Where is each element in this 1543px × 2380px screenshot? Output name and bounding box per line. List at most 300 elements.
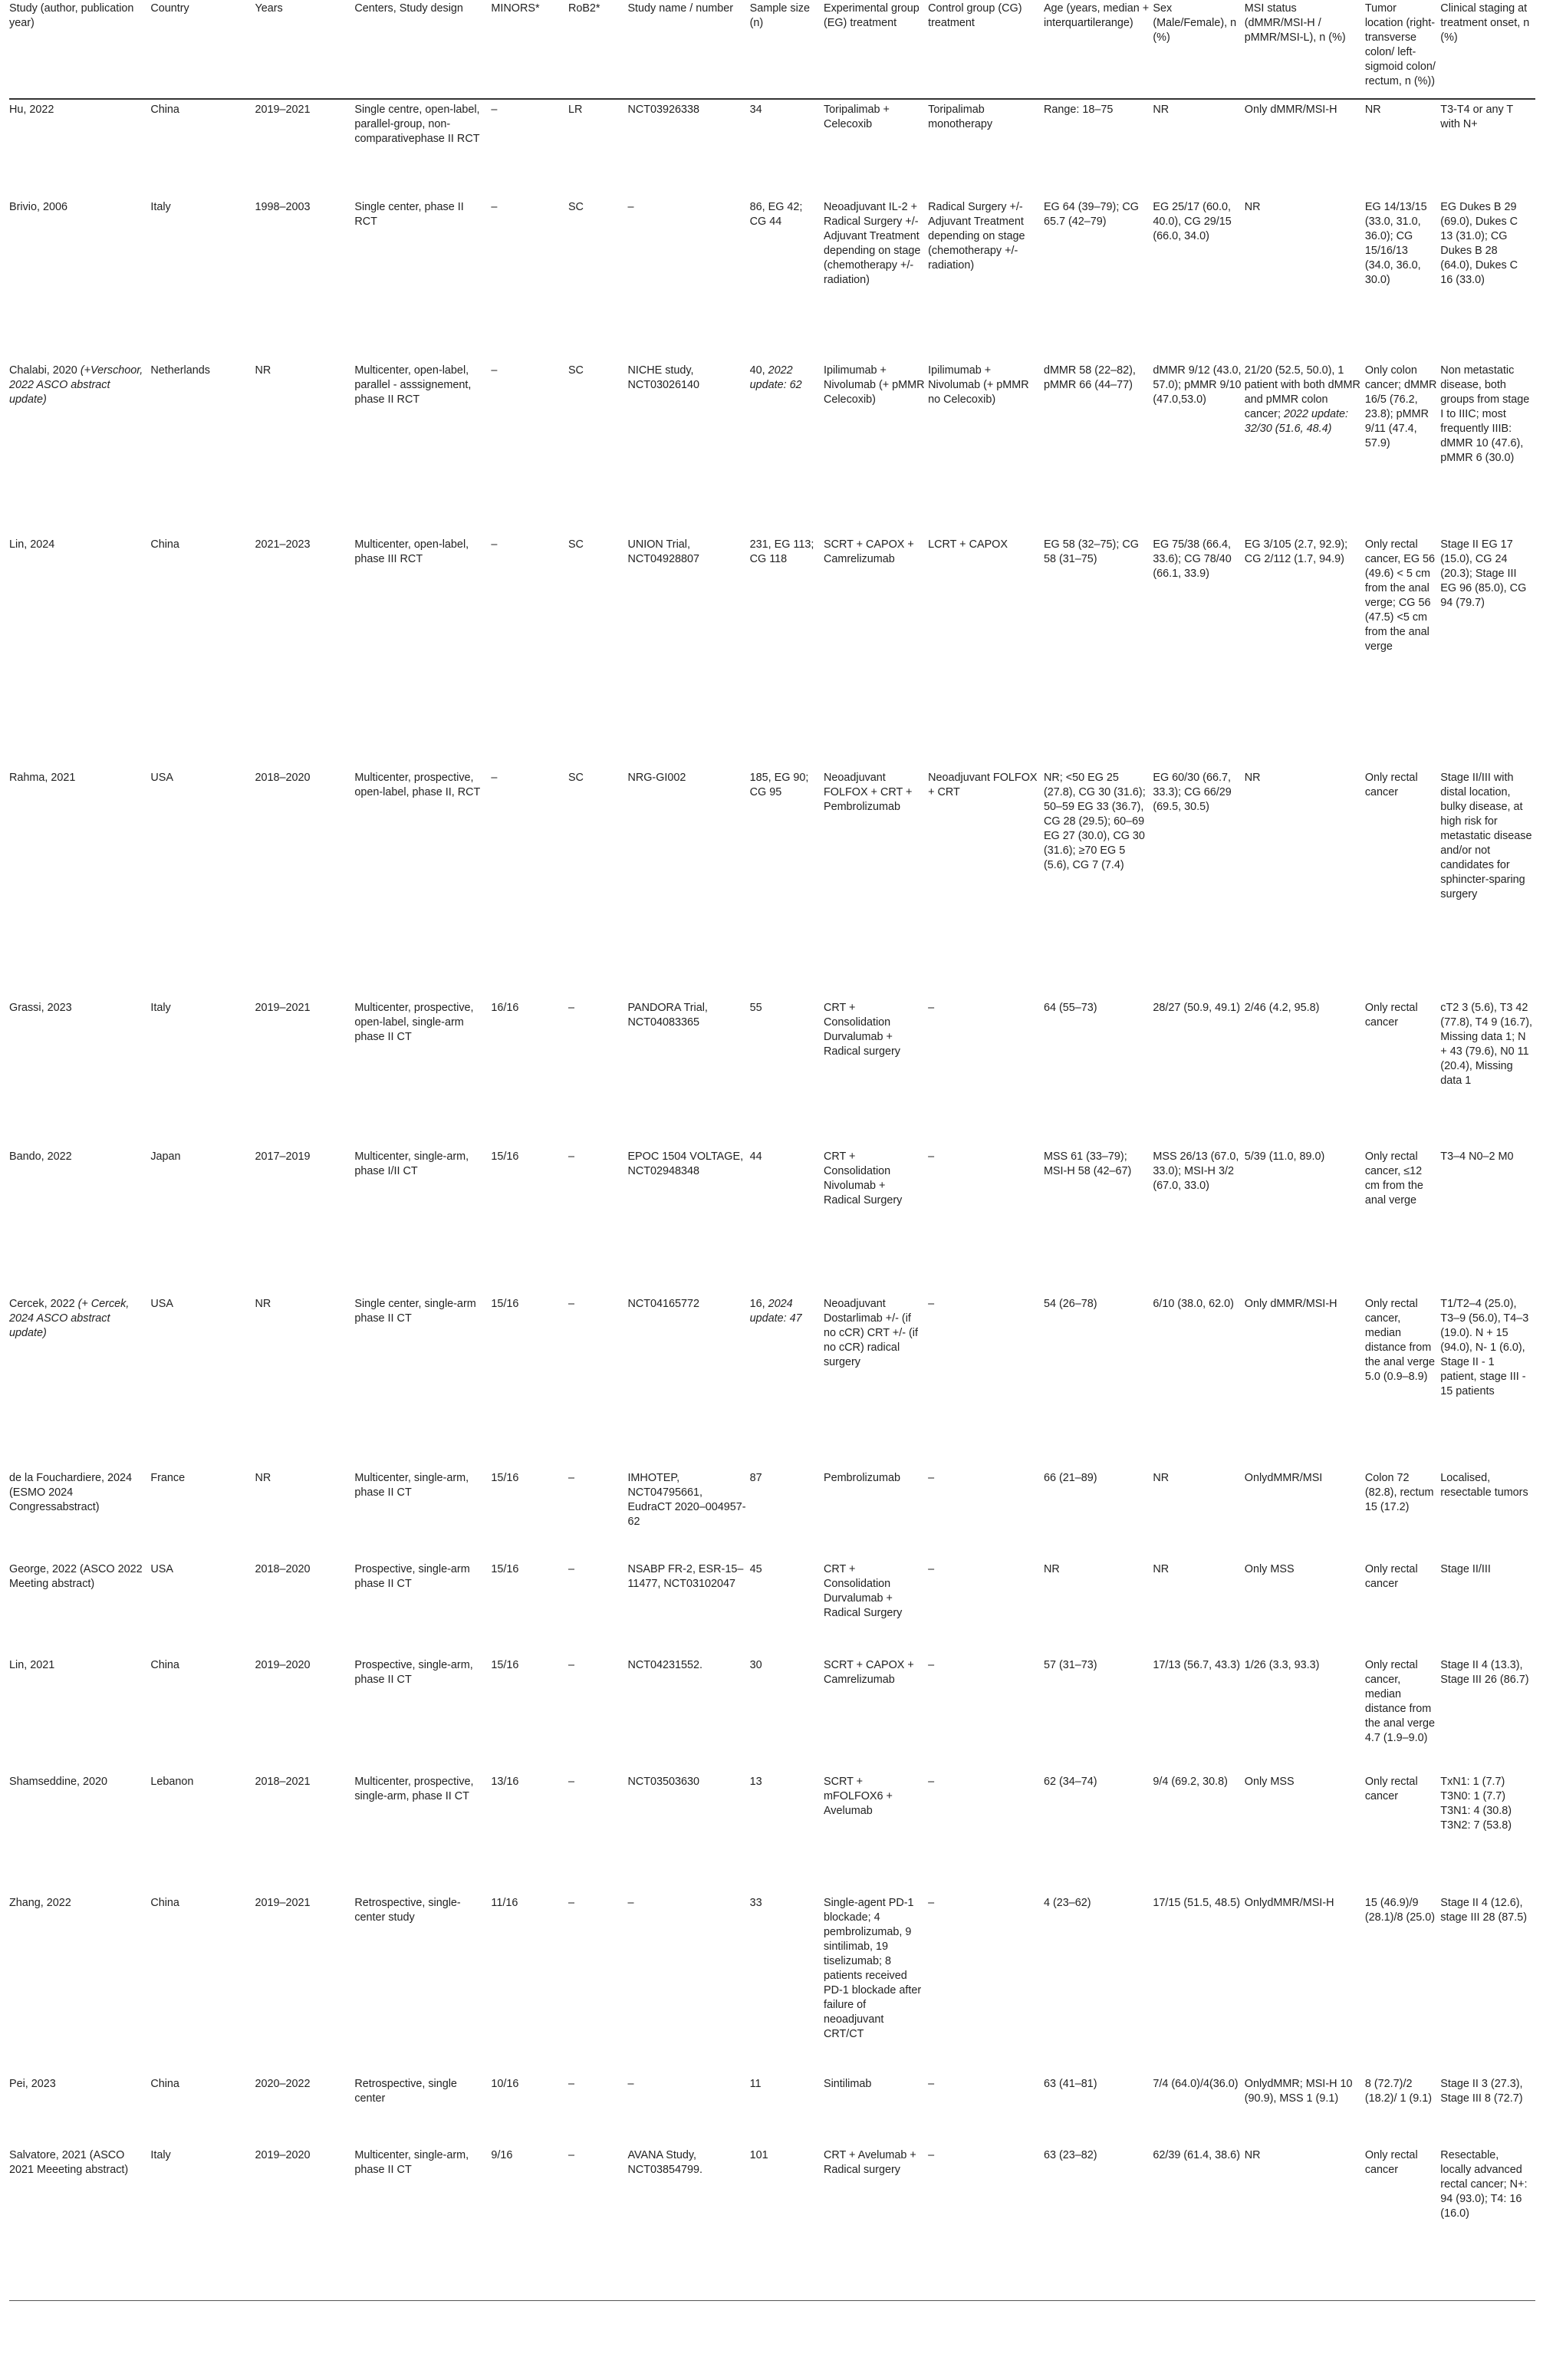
cell-years: 2018–2020 [255,1563,311,1575]
table-row [9,1772,1535,1893]
cell-location: Only rectal cancer [1364,1776,1418,1802]
col-study-header: Study (author, publication year) [9,0,150,99]
cell-msi-text: Only dMMR/MSI-H [1244,104,1337,116]
cell-design: Prospective, single-arm, phase II CT [354,1659,473,1686]
cell-design: Prospective, single-arm phase II CT [354,1563,470,1590]
cell-location: Only rectal cancer, ≤12 cm from the anal verge [1364,1150,1423,1206]
cell-study [9,1559,150,1655]
cell-staging: Stage II 3 (27.3), Stage III 8 (72.7) [1440,2078,1523,2105]
cell-name: NCT04231552. [627,1659,703,1671]
cell-rob2: – [568,1563,574,1575]
cell-study-text: Chalabi, 2020 [9,364,77,377]
cell-study [9,1294,150,1468]
col-cg-header: Control group (CG) treatment [928,0,1044,99]
cell-design: Multicenter, single-arm, phase II CT [354,2145,491,2300]
table-body [9,99,1535,2300]
cell-sample-text: 101 [749,2149,768,2161]
cell-msi-text: OnlydMMR/MSI [1244,1472,1323,1484]
cell-cg: LCRT + CAPOX [928,538,1008,551]
cell-name: – [627,201,634,213]
cell-age: 63 (23–82) [1044,2145,1153,2300]
cell-rob2: – [568,1472,574,1484]
cell-age: dMMR 58 (22–82), pMMR 66 (44–77) [1043,364,1136,391]
cell-msi-text: 5/39 (11.0, 89.0) [1244,1150,1325,1163]
cell-sex: 17/13 (56.7, 43.3) [1153,1659,1240,1671]
cell-msi-note: 2022 update: 32/30 (51.6, 48.4) [1244,408,1348,435]
cell-minors: 16/16 [491,1002,519,1014]
cell-staging: Resectable, locally advanced rectal cancer; N+: 94 (93.0); T4: 16 (16.0) [1440,2145,1535,2300]
cell-design: Multicenter, single-arm, phase II CT [354,1472,469,1499]
cell-msi [1245,768,1365,998]
cell-rob2: SC [568,364,584,377]
cell-cg: Radical Surgery +/- Adjuvant Treatment depending on stage (chemotherapy +/- radiation) [928,201,1025,272]
cell-age: 62 (34–74) [1043,1776,1097,1788]
cell-study [9,2074,150,2145]
cell-age: MSS 61 (33–79); MSI-H 58 (42–67) [1043,1150,1132,1177]
cell-design: Multicenter, prospective, single-arm, phase II CT [354,1776,474,1802]
cell-sample-text: 11 [749,2078,762,2090]
cell-msi [1245,99,1365,197]
cell-study-text: Lin, 2024 [9,538,55,551]
table-row [9,360,1535,535]
cell-sex: MSS 26/13 (67.0, 33.0); MSI-H 3/2 (67.0, 33.0) [1153,1150,1239,1192]
cell-msi-text: NR [1244,201,1261,213]
cell-years: 2021–2023 [255,538,311,551]
cell-study-note: (+Verschoor, 2022 ASCO abstract update) [9,364,143,406]
cell-eg: Neoadjuvant Dostarlimab +/- (if no cCR) CRT +/- (if no cCR) radical surgery [823,1298,918,1368]
cell-sex: EG 25/17 (60.0, 40.0), CG 29/15 (66.0, 34.0) [1153,201,1232,242]
cell-eg: SCRT + CAPOX + Camrelizumab [823,538,914,565]
cell-staging: Non metastatic disease, both groups from stage I to IIIC; most frequently IIIB: dMMR 10 (47.6), pMMR 6 (30.0) [1440,364,1530,464]
cell-location: 8 (72.7)/2 (18.2)/ 1 (9.1) [1364,2078,1433,2105]
cell-eg: CRT + Consolidation Durvalumab + Radical surgery [823,1002,900,1058]
cell-rob2: – [568,1298,574,1310]
cell-rob2: – [568,1897,574,1909]
cell-location: Only rectal cancer, EG 56 (49.6) < 5 cm from the anal verge; CG 56 (47.5) <5 cm from the anal verge [1364,538,1436,653]
cell-study-note: (+ Cercek, 2024 ASCO abstract update) [9,1298,130,1339]
cell-name: EPOC 1504 VOLTAGE, NCT02948348 [627,1150,744,1177]
cell-country: China [150,104,179,116]
cell-sample-text: 30 [749,1659,762,1671]
cell-minors: – [491,364,498,377]
cell-cg: – [928,1659,935,1671]
table-row [9,1655,1535,1772]
table-row [9,1147,1535,1294]
cell-msi [1245,2145,1365,2300]
cell-sample [750,2145,824,2300]
cell-sex: dMMR 9/12 (43.0, 57.0); pMMR 9/10 (47.0,53.0) [1153,364,1242,406]
cell-minors: 15/16 [491,1298,519,1310]
cell-study [9,1468,150,1559]
cell-rob2: – [568,1002,574,1014]
cell-years: 2019–2020 [255,1659,311,1671]
cell-msi [1245,197,1365,360]
cell-sample-text: 40, [749,364,765,377]
cell-eg: SCRT + mFOLFOX6 + Avelumab [823,1776,893,1817]
cell-sample [750,535,824,768]
cell-rob2: – [568,1776,574,1788]
cell-study-text: Lin, 2021 [9,1659,55,1671]
cell-country: Japan [150,1150,181,1163]
cell-study [9,99,150,197]
cell-msi [1245,360,1365,535]
table-row [9,99,1535,197]
cell-name: NRG-GI002 [627,772,686,784]
cell-staging: Stage II EG 17 (15.0), CG 24 (20.3); Stage III EG 96 (85.0), CG 94 (79.7) [1440,538,1527,609]
cell-sample [750,197,824,360]
cell-country: China [150,538,179,551]
cell-msi-text: OnlydMMR/MSI-H [1244,1897,1334,1909]
col-design-header: Centers, Study design [354,0,491,99]
cell-rob2: – [568,2145,628,2300]
cell-years: NR [255,1472,271,1484]
cell-sample-text: 55 [749,1002,762,1014]
cell-sex: NR [1153,104,1170,116]
cell-years: 2020–2022 [255,2078,311,2090]
cell-staging: TxN1: 1 (7.7) T3N0: 1 (7.7) T3N1: 4 (30.8) T3N2: 7 (53.8) [1440,1776,1512,1832]
cell-country: USA [150,772,173,784]
cell-minors: 15/16 [491,1150,519,1163]
cell-country: China [150,2078,179,2090]
cell-cg: – [928,1150,935,1163]
cell-sample [750,1772,824,1893]
cell-study [9,360,150,535]
cell-age: 64 (55–73) [1043,1002,1097,1014]
cell-name: – [627,1897,634,1909]
cell-eg: Neoadjuvant FOLFOX + CRT + Pembrolizumab [823,772,913,813]
cell-msi-text: 21/20 (52.5, 50.0), 1 patient with both dMMR and pMMR colon cancer; [1244,364,1360,420]
cell-country: Italy [150,201,171,213]
cell-design: Multicenter, single-arm, phase I/II CT [354,1150,469,1177]
col-eg-header: Experimental group (EG) treatment [824,0,928,99]
cell-sample-text: 33 [749,1897,762,1909]
col-name-header: Study name / number [627,0,749,99]
cell-cg: – [928,2078,935,2090]
cell-years: 2019–2020 [255,2145,354,2300]
cell-location: Only rectal cancer [1364,772,1418,798]
cell-minors: 10/16 [491,2078,519,2090]
cell-study [9,1147,150,1294]
cell-staging: EG Dukes B 29 (69.0), Dukes C 13 (31.0); CG Dukes B 28 (64.0), Dukes C 16 (33.0) [1440,201,1518,286]
cell-sex: EG 75/38 (66.4, 33.6); CG 78/40 (66.1, 33.9) [1153,538,1232,580]
cell-msi [1245,1772,1365,1893]
cell-country: Netherlands [150,364,210,377]
cell-sex: 6/10 (38.0, 62.0) [1153,1298,1234,1310]
table-row [9,998,1535,1147]
cell-name: NCT04165772 [627,1298,700,1310]
studies-table-container [9,0,1535,2301]
table-row [9,535,1535,768]
cell-msi-text: Only MSS [1244,1563,1295,1575]
cell-design: Multicenter, open-label, phase III RCT [354,538,469,565]
cell-study [9,1772,150,1893]
cell-msi [1245,1893,1365,2074]
cell-study-text: George, 2022 (ASCO 2022 Meeting abstract) [9,1563,143,1590]
cell-sample-text: 231, EG 113; CG 118 [749,538,814,565]
cell-sample-note: 2022 update: 62 [749,364,802,391]
cell-design: Retrospective, single-center study [354,1897,461,1924]
cell-cg: Toripalimab monotherapy [928,104,993,130]
cell-study [9,998,150,1147]
cell-staging: Localised, resectable tumors [1440,1472,1528,1499]
cell-sample-text: 44 [749,1150,762,1163]
cell-design: Multicenter, prospective, open-label, phase II, RCT [354,772,481,798]
cell-cg: – [928,1776,935,1788]
cell-age: Range: 18–75 [1043,104,1114,116]
cell-sample [750,1893,824,2074]
cell-study [9,768,150,998]
cell-cg: – [928,1002,935,1014]
cell-minors: 13/16 [491,1776,519,1788]
cell-study [9,1655,150,1772]
cell-eg: CRT + Avelumab + Radical surgery [824,2145,928,2300]
cell-study [9,2145,150,2300]
cell-study-text: Hu, 2022 [9,104,54,116]
cell-staging: T1/T2–4 (25.0), T3–9 (56.0), T4–3 (19.0). N + 15 (94.0), N- 1 (6.0), Stage II - 1 patient, stage III - 15 patients [1440,1298,1529,1397]
cell-age: EG 58 (32–75); CG 58 (31–75) [1043,538,1139,565]
cell-sample [750,1655,824,1772]
cell-msi-text: Only dMMR/MSI-H [1244,1298,1337,1310]
table-row [9,768,1535,998]
cell-study-text: de la Fouchardiere, 2024 (ESMO 2024 Congressabstract) [9,1472,133,1513]
cell-sex: 7/4 (64.0)/4(36.0) [1153,2078,1239,2090]
table-row [9,2145,1535,2300]
cell-rob2: LR [568,104,583,116]
cell-age: 54 (26–78) [1043,1298,1097,1310]
cell-name: IMHOTEP, NCT04795661, EudraCT 2020–004957-62 [627,1472,746,1528]
cell-sample-text: 86, EG 42; CG 44 [749,201,803,228]
cell-sex: 17/15 (51.5, 48.5) [1153,1897,1240,1909]
cell-years: 2019–2021 [255,1002,311,1014]
cell-design: Single center, phase II RCT [354,201,464,228]
cell-msi-text: 2/46 (4.2, 95.8) [1244,1002,1320,1014]
studies-table [9,0,1535,2301]
cell-cg: – [928,1298,935,1310]
cell-cg: – [928,1897,935,1909]
cell-study-text: Shamseddine, 2020 [9,1776,108,1788]
cell-sample-note: 2024 update: 47 [749,1298,802,1325]
cell-msi [1245,1468,1365,1559]
cell-location: Colon 72 (82.8), rectum 15 (17.2) [1364,1472,1434,1513]
cell-msi [1245,1655,1365,1772]
cell-location: NR [1364,104,1381,116]
cell-country: USA [150,1563,173,1575]
table-row [9,1893,1535,2074]
cell-country: China [150,1897,179,1909]
cell-staging: Stage II/III [1440,1563,1491,1575]
cell-sex: NR [1153,1472,1170,1484]
cell-age: NR [1043,1563,1060,1575]
cell-rob2: SC [568,772,584,784]
cell-sample [750,1147,824,1294]
cell-msi-text: NR [1244,772,1261,784]
col-country-header: Country [150,0,255,99]
cell-study-text: Pei, 2023 [9,2078,56,2090]
col-years-header: Years [255,0,354,99]
cell-sample [750,998,824,1147]
cell-age: 66 (21–89) [1043,1472,1097,1484]
cell-msi [1245,535,1365,768]
cell-design: Retrospective, single center [354,2078,457,2105]
cell-study-text: Zhang, 2022 [9,1897,71,1909]
cell-design: Multicenter, open-label, parallel - asssignement, phase II RCT [354,364,472,406]
cell-msi-text: EG 3/105 (2.7, 92.9); CG 2/112 (1.7, 94.9) [1244,538,1348,565]
cell-eg: Toripalimab + Celecoxib [823,104,890,130]
cell-name: NSABP FR-2, ESR-15–11477, NCT03102047 [627,1563,744,1590]
cell-study [9,535,150,768]
cell-country: Italy [150,2145,255,2300]
cell-sample [750,360,824,535]
cell-study-text: Bando, 2022 [9,1150,72,1163]
cell-msi [1245,1559,1365,1655]
cell-staging: Stage II 4 (12.6), stage III 28 (87.5) [1440,1897,1528,1924]
cell-study-text: Grassi, 2023 [9,1002,72,1014]
cell-country: Italy [150,1002,171,1014]
cell-staging: Stage II/III with distal location, bulky disease, at high risk for metastatic disease and/or not candidates for sphincter-sparing surgery [1440,772,1532,900]
cell-minors: 15/16 [491,1659,519,1671]
cell-age: 57 (31–73) [1043,1659,1097,1671]
cell-cg: – [928,1563,935,1575]
cell-sex: 62/39 (61.4, 38.6) [1153,2145,1244,2300]
cell-minors: 15/16 [491,1472,519,1484]
cell-sex: NR [1153,1563,1170,1575]
cell-eg: CRT + Consolidation Nivolumab + Radical Surgery [823,1150,903,1206]
cell-rob2: – [568,2078,574,2090]
col-staging-header: Clinical staging at treatment onset, n (%) [1440,0,1535,99]
cell-name: NCT03926338 [627,104,700,116]
cell-country: Lebanon [150,1776,194,1788]
cell-name: – [627,2078,634,2090]
cell-sample [750,99,824,197]
cell-sample-text: 185, EG 90; CG 95 [749,772,809,798]
cell-msi-text: 1/26 (3.3, 93.3) [1244,1659,1320,1671]
cell-eg: Single-agent PD-1 blockade; 4 pembrolizumab, 9 sintilimab, 19 tiselizumab; 8 patients received PD-1 blockade after failure of neoadjuvant CRT/CT [823,1897,922,2040]
cell-study-text: Brivio, 2006 [9,201,67,213]
cell-location: Only rectal cancer [1364,1002,1418,1029]
cell-location: Only rectal cancer [1364,1563,1418,1590]
cell-years: 2019–2021 [255,1897,311,1909]
cell-rob2: SC [568,538,584,551]
cell-eg: CRT + Consolidation Durvalumab + Radical Surgery [823,1563,903,1619]
cell-age: 63 (41–81) [1043,2078,1097,2090]
cell-study-text: Cercek, 2022 [9,1298,75,1310]
cell-msi [1245,1147,1365,1294]
cell-name: NCT03503630 [627,1776,700,1788]
cell-sex: 28/27 (50.9, 49.1) [1153,1002,1240,1014]
cell-study [9,197,150,360]
cell-study-text: Salvatore, 2021 (ASCO 2021 Meeeting abstract) [9,2149,129,2176]
cell-msi [1245,998,1365,1147]
cell-minors: 11/16 [491,1897,518,1909]
cell-location: Only colon cancer; dMMR 16/5 (76.2, 23.8); pMMR 9/11 (47.4, 57.9) [1364,364,1437,449]
cell-rob2: – [568,1659,574,1671]
cell-years: 2017–2019 [255,1150,311,1163]
cell-sample-text: 34 [749,104,762,116]
cell-rob2: – [568,1150,574,1163]
cell-sample [750,2074,824,2145]
cell-minors: – [491,772,498,784]
col-location-header: Tumor location (right-transverse colon/ left-sigmoid colon/ rectum, n (%)) [1365,0,1440,99]
cell-country: China [150,1659,179,1671]
cell-minors: 9/16 [491,2145,568,2300]
cell-sex: EG 60/30 (66.7, 33.3); CG 66/29 (69.5, 30.5) [1153,772,1232,813]
cell-eg: Ipilimumab + Nivolumab (+ pMMR Celecoxib) [823,364,925,406]
cell-staging: T3-T4 or any T with N+ [1440,104,1513,130]
cell-country: France [150,1472,186,1484]
table-row [9,1559,1535,1655]
cell-minors: – [491,104,498,116]
cell-eg: Pembrolizumab [823,1472,900,1484]
cell-location: Only rectal cancer, median distance from the anal verge 5.0 (0.9–8.9) [1364,1298,1436,1383]
table-row [9,1294,1535,1468]
cell-age: 4 (23–62) [1043,1897,1091,1909]
cell-age: NR; <50 EG 25 (27.8), CG 30 (31.6); 50–59 EG 33 (36.7), CG 28 (29.5); 60–69 EG 27 (30.0), CG 30 (31.6); ≥70 EG 5 (5.6), CG 7 (7.4) [1043,772,1146,871]
cell-sample [750,1559,824,1655]
cell-country: USA [150,1298,173,1310]
col-msi-header: MSI status (dMMR/MSI-H / pMMR/MSI-L), n (%) [1245,0,1365,99]
cell-minors: – [491,201,498,213]
cell-design: Multicenter, prospective, open-label, single-arm phase II CT [354,1002,474,1043]
cell-name: NICHE study, NCT03026140 [627,364,700,391]
cell-sample-text: 45 [749,1563,762,1575]
cell-msi [1245,1294,1365,1468]
cell-location: EG 14/13/15 (33.0, 31.0, 36.0); CG 15/16/13 (34.0, 36.0, 30.0) [1364,201,1427,286]
cell-years: 1998–2003 [255,201,311,213]
cell-staging: Stage II 4 (13.3), Stage III 26 (86.7) [1440,1659,1529,1686]
table-row [9,1468,1535,1559]
cell-name: PANDORA Trial, NCT04083365 [627,1002,708,1029]
cell-name: UNION Trial, NCT04928807 [627,538,700,565]
cell-location: Only rectal cancer [1365,2145,1440,2300]
cell-sample [750,1468,824,1559]
cell-sample-text: 87 [749,1472,762,1484]
cell-age: EG 64 (39–79); CG 65.7 (42–79) [1043,201,1139,228]
cell-cg: – [928,1472,935,1484]
cell-staging: cT2 3 (5.6), T3 42 (77.8), T4 9 (16.7), Missing data 1; N + 43 (79.6), N0 11 (20.4), Missing data 1 [1440,1002,1533,1087]
cell-design: Single centre, open-label, parallel-group, non-comparativephase II RCT [354,104,480,145]
table-row [9,197,1535,360]
cell-sex: 9/4 (69.2, 30.8) [1153,1776,1228,1788]
cell-cg: Ipilimumab + Nivolumab (+ pMMR no Celecoxib) [928,364,1029,406]
cell-sample [750,768,824,998]
cell-years: 2019–2021 [255,104,311,116]
cell-msi-text: NR [1244,2149,1261,2161]
col-minors-header: MINORS* [491,0,568,99]
cell-rob2: SC [568,201,584,213]
cell-name: AVANA Study, NCT03854799. [627,2145,749,2300]
cell-location: 15 (46.9)/9 (28.1)/8 (25.0) [1364,1897,1436,1924]
cell-msi [1245,2074,1365,2145]
cell-eg: Neoadjuvant IL-2 + Radical Surgery +/- Adjuvant Treatment depending on stage (chemotherapy +/- radiation) [823,201,921,286]
cell-minors: – [491,538,498,551]
cell-eg: Sintilimab [823,2078,872,2090]
table-header-row [9,0,1535,99]
cell-staging: T3–4 N0–2 M0 [1440,1150,1514,1163]
cell-study-text: Rahma, 2021 [9,772,76,784]
cell-sample-text: 13 [749,1776,762,1788]
cell-minors: 15/16 [491,1563,519,1575]
cell-sample [750,1294,824,1468]
cell-design: Single center, single-arm phase II CT [354,1298,476,1325]
cell-years: 2018–2020 [255,772,311,784]
cell-msi-text: OnlydMMR; MSI-H 10 (90.9), MSS 1 (9.1) [1244,2078,1353,2105]
col-sex-header: Sex (Male/Female), n (%) [1153,0,1244,99]
cell-location: Only rectal cancer, median distance from the anal verge 4.7 (1.9–9.0) [1364,1659,1436,1744]
col-rob2-header: RoB2* [568,0,628,99]
col-sample-header: Sample size (n) [750,0,824,99]
col-age-header: Age (years, median + interquartilerange) [1044,0,1153,99]
cell-years: NR [255,364,271,377]
